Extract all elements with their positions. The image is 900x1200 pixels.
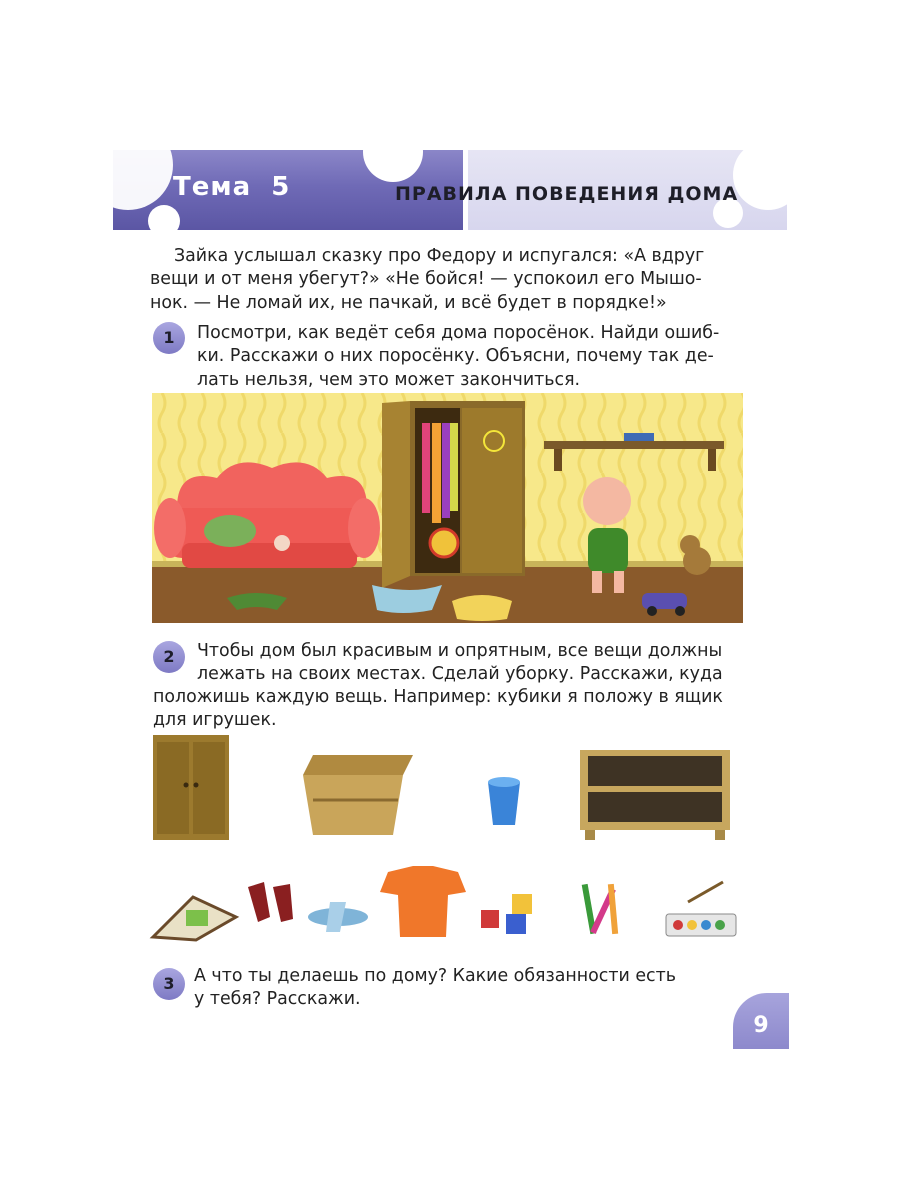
task-line: лать нельзя, чем это может закончиться. — [197, 369, 581, 390]
task-line: Посмотри, как ведёт себя дома поросёнок. Найди ошиб- — [197, 323, 720, 343]
cup-icon — [488, 777, 520, 825]
task-number-badge: 1 — [153, 322, 185, 354]
task-2-text — [197, 640, 750, 687]
task-line: А что ты делаешь по дому? Какие обязанности есть — [194, 966, 676, 986]
open-shelf-icon — [580, 750, 730, 840]
toy-plane-icon — [308, 902, 368, 932]
decor-bubble — [148, 205, 180, 230]
task-line: ки. Расскажи о них поросёнку. Объясни, почему так де- — [197, 346, 714, 367]
intro-line: нок. — Не ломай их, не пачкай, и всё будет в порядке!» — [150, 292, 667, 313]
tshirt-icon — [380, 866, 466, 937]
wardrobe-icon — [153, 735, 229, 840]
paints-icon — [666, 882, 736, 936]
book-icon — [153, 897, 236, 940]
task-line: у тебя? Расскажи. — [194, 989, 361, 1010]
task-2-text-cont — [153, 686, 750, 733]
items-row — [148, 862, 748, 947]
page-title: ПРАВИЛА ПОВЕДЕНИЯ ДОМА — [395, 183, 739, 205]
decor-bubble — [113, 150, 173, 210]
pencils-icon — [582, 884, 618, 934]
intro-line: вещи и от меня убегут?» «Не бойся! — успокоил его Мышо- — [150, 269, 702, 290]
task-line: положишь каждую вещь. Например: кубики я положу в ящик — [153, 687, 723, 707]
page-number: 9 — [733, 993, 789, 1049]
blocks-icon — [481, 894, 532, 934]
room-scene-illustration — [152, 393, 743, 623]
task-1-text — [197, 322, 750, 392]
task-3-text — [194, 965, 750, 1012]
task-line: Чтобы дом был красивым и опрятным, все вещи должны — [197, 641, 723, 661]
topic-number-label: Тема 5 — [173, 172, 291, 202]
intro-paragraph — [150, 245, 750, 315]
storage-row — [148, 730, 748, 845]
gloves-icon — [248, 882, 293, 922]
task-line: лежать на своих местах. Сделай уборку. Расскажи, куда — [197, 664, 723, 685]
task-number-badge: 3 — [153, 968, 185, 1000]
intro-line: Зайка услышал сказку про Федору и испугался: «А вдруг — [174, 246, 705, 266]
decor-bubble — [363, 150, 423, 182]
toy-box-icon — [303, 755, 413, 835]
task-line: для игрушек. — [153, 710, 277, 731]
task-number-badge: 2 — [153, 641, 185, 673]
wardrobe-open-icon — [382, 401, 525, 588]
